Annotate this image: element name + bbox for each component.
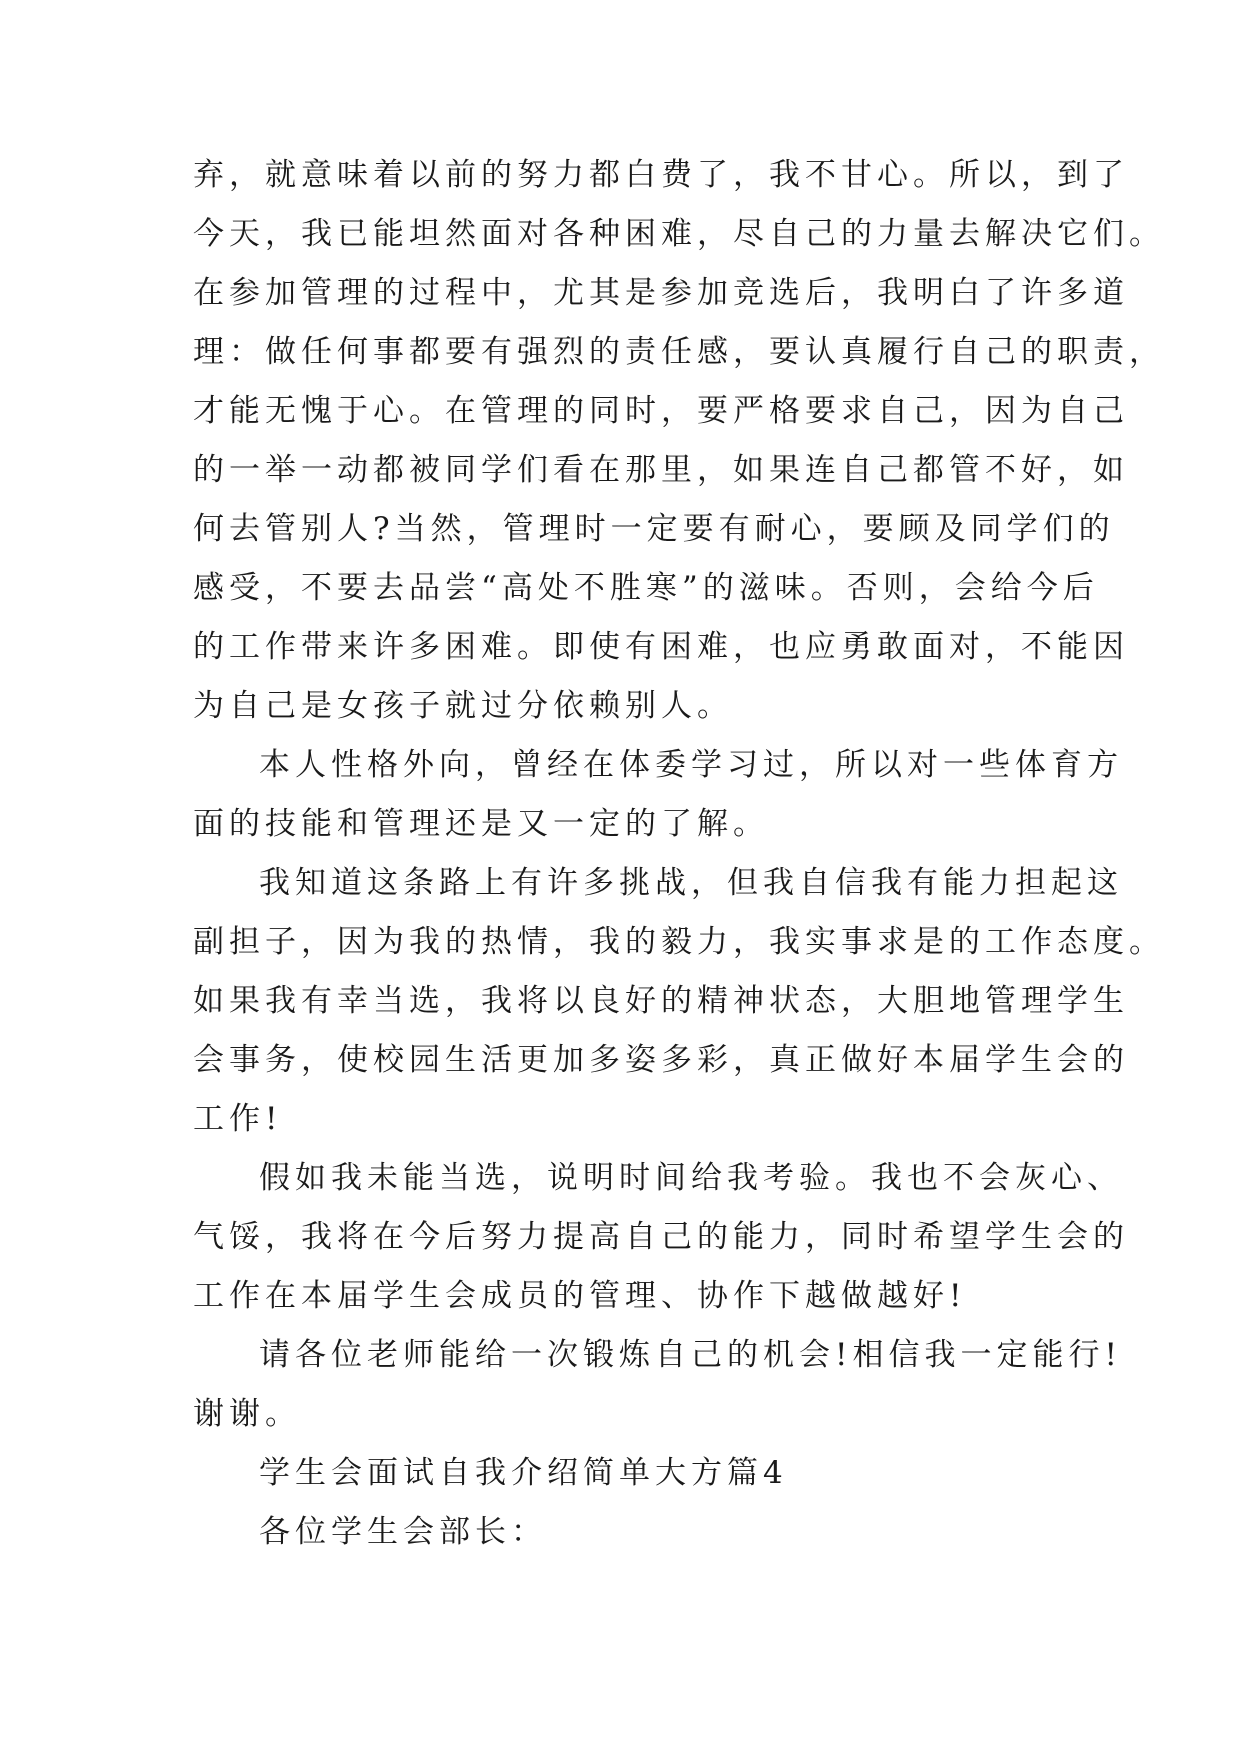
text-line: 何去管别人?当然，管理时一定要有耐心，要顾及同学们的 (193, 511, 1115, 547)
paragraph-start-line: 假如我未能当选，说明时间给我考验。我也不会灰心、 (259, 1160, 1123, 1196)
text-line: 副担子，因为我的热情，我的毅力，我实事求是的工作态度。 (193, 924, 1165, 960)
paragraph-start-line: 本人性格外向，曾经在体委学习过，所以对一些体育方 (259, 747, 1123, 783)
text-line: 谢谢。 (193, 1396, 301, 1432)
text-line: 如果我有幸当选，我将以良好的精神状态，大胆地管理学生 (193, 983, 1129, 1019)
text-line: 面的技能和管理还是又一定的了解。 (193, 806, 769, 842)
text-line: 今天，我已能坦然面对各种困难，尽自己的力量去解决它们。 (193, 216, 1165, 252)
text-line: 感受，不要去品尝“高处不胜寒”的滋味。否则，会给今后 (193, 570, 1099, 606)
salutation-line: 各位学生会部长： (259, 1514, 547, 1550)
text-line: 在参加管理的过程中，尤其是参加竞选后，我明白了许多道 (193, 275, 1129, 311)
text-line: 为自己是女孩子就过分依赖别人。 (193, 688, 733, 724)
section-heading: 学生会面试自我介绍简单大方篇4 (259, 1455, 788, 1491)
text-line: 工作! (193, 1101, 283, 1137)
text-line: 的工作带来许多困难。即使有困难，也应勇敢面对，不能因 (193, 629, 1129, 665)
text-line: 工作在本届学生会成员的管理、协作下越做越好! (193, 1278, 967, 1314)
text-line: 才能无愧于心。在管理的同时，要严格要求自己，因为自己 (193, 393, 1129, 429)
paragraph-start-line: 请各位老师能给一次锻炼自己的机会!相信我一定能行! (259, 1337, 1122, 1373)
document-body (193, 146, 1165, 1562)
text-line: 弃，就意味着以前的努力都白费了，我不甘心。所以，到了 (193, 157, 1129, 193)
text-line: 理：做任何事都要有强烈的责任感，要认真履行自己的职责， (193, 334, 1165, 370)
paragraph-start-line: 我知道这条路上有许多挑战，但我自信我有能力担起这 (259, 865, 1123, 901)
text-line: 会事务，使校园生活更加多姿多彩，真正做好本届学生会的 (193, 1042, 1129, 1078)
text-line: 气馁，我将在今后努力提高自己的能力，同时希望学生会的 (193, 1219, 1129, 1255)
text-line: 的一举一动都被同学们看在那里，如果连自己都管不好，如 (193, 452, 1129, 488)
